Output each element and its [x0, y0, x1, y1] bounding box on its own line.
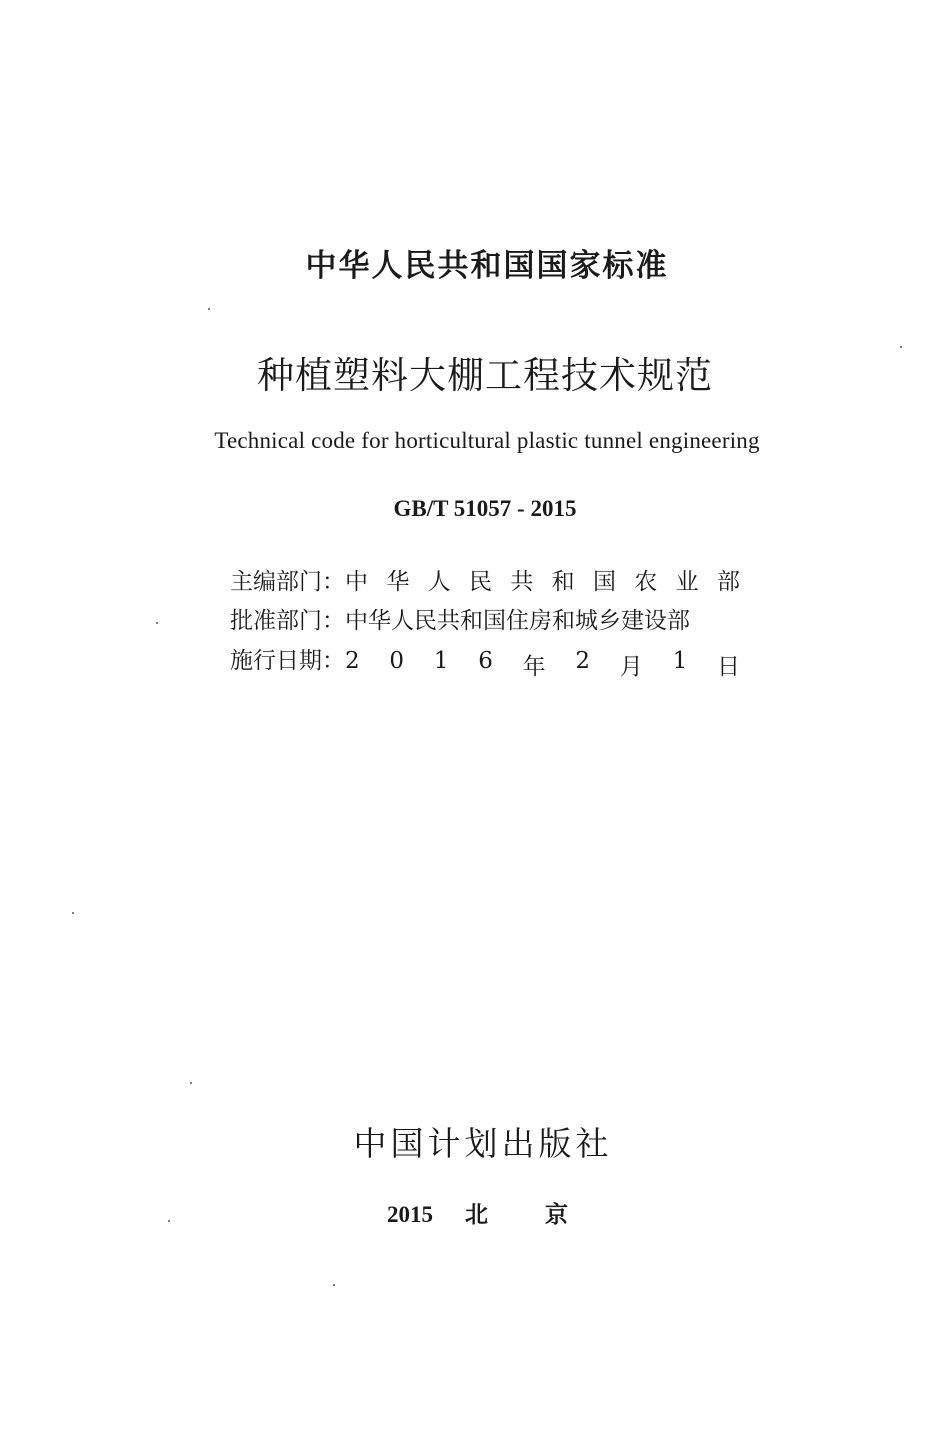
publication-city-char: 京: [545, 1202, 568, 1227]
document-title-chinese: 种植塑料大棚工程技术规范: [257, 354, 713, 397]
approving-department-label: 批准部门：: [230, 608, 345, 634]
publication-city-char: 北: [465, 1202, 488, 1227]
date-char: 1: [672, 648, 688, 674]
editor-char: 部: [716, 569, 740, 595]
scan-speck: [156, 622, 158, 624]
scan-speck: [900, 346, 902, 348]
publication-year: 2015: [387, 1202, 433, 1227]
editor-char: 人: [427, 569, 451, 595]
effective-date-label: 施行日期：: [230, 648, 345, 674]
publisher-name: 中国计划出版社: [353, 1124, 613, 1163]
scan-speck: [72, 912, 74, 914]
effective-date-value: [345, 648, 740, 681]
editor-department-value: [345, 563, 740, 596]
editor-char: 业: [675, 569, 699, 595]
editor-char: 民: [468, 569, 492, 595]
date-char: 1: [433, 648, 449, 674]
editor-department-row: [230, 563, 740, 596]
effective-date-row: [230, 642, 740, 681]
scan-speck: [208, 308, 210, 310]
editor-char: 农: [634, 569, 658, 595]
date-char: 2: [345, 648, 360, 674]
date-char: 2: [575, 648, 591, 674]
editor-char: 共: [510, 569, 534, 595]
editor-department-label: 主编部门：: [230, 569, 345, 595]
scan-speck: [168, 1220, 170, 1222]
editor-char: 中: [345, 569, 368, 595]
date-char: 0: [389, 648, 405, 674]
standard-number: GB/T 51057 - 2015: [393, 496, 577, 521]
date-char: 日: [716, 654, 740, 680]
scan-speck: [190, 1082, 192, 1084]
date-char: 年: [522, 654, 546, 680]
publication-line: [387, 1196, 568, 1229]
scan-speck: [333, 1284, 335, 1286]
approving-department-row: [230, 602, 740, 635]
standard-series-title: 中华人民共和国国家标准: [305, 248, 669, 284]
date-char: 月: [619, 654, 643, 680]
date-char: 6: [478, 648, 493, 674]
editor-char: 华: [386, 569, 410, 595]
editor-char: 和: [551, 569, 575, 595]
editor-char: 国: [592, 569, 616, 595]
document-title-english: Technical code for horticultural plastic tunnel engineering: [214, 428, 760, 453]
approving-department-value: 中华人民共和国住房和城乡建设部: [345, 608, 690, 634]
